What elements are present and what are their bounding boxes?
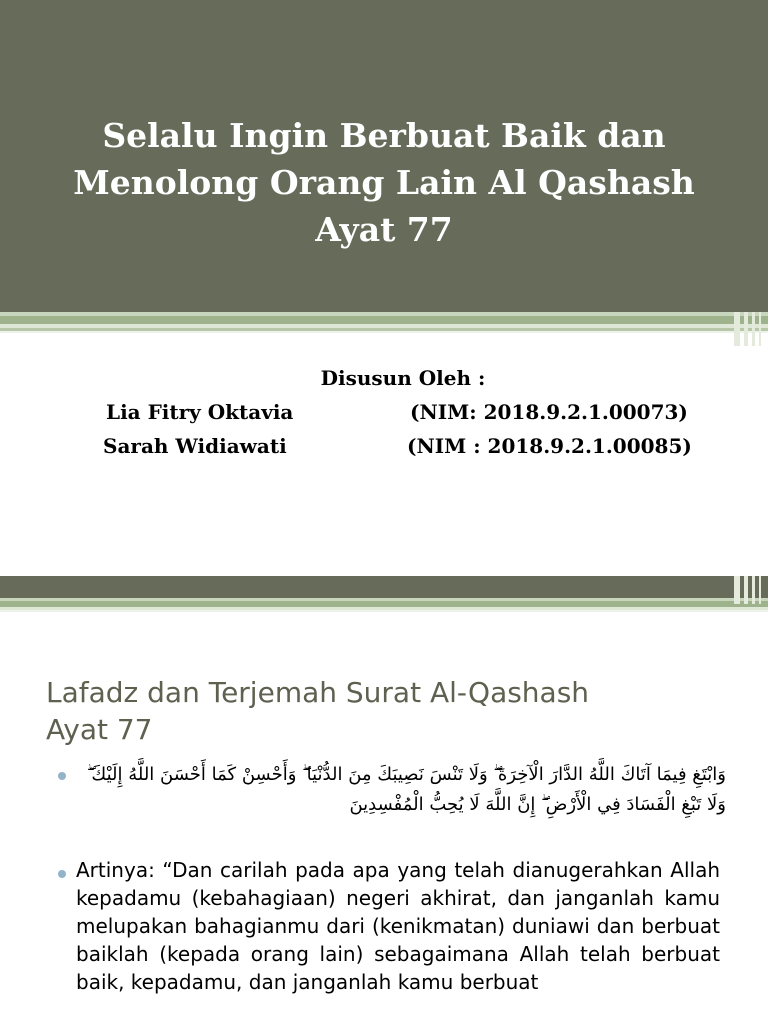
arabic-verse: وَابْتَغِ فِيمَا آتَاكَ اللَّهُ الدَّارَ الْآخِرَةَ ۖ وَلَا تَنْسَ نَصِيبَكَ مِنَ الدُّنْيَا ۖ وَأَحْسِنْ كَمَا أَحْسَنَ اللَّهُ إِلَيْكَ ۖ وَلَا تَبْغِ الْفَسَادَ فِي الْأَرْضِ ۖ إِنَّ اللَّهَ لَا يُحِبُّ الْمُفْسِدِينَ bbox=[86, 764, 726, 815]
decor-bar bbox=[734, 312, 740, 346]
author-name: Lia Fitry Oktavia bbox=[106, 400, 294, 424]
section-title-line: Ayat 77 bbox=[46, 713, 153, 746]
title-line: Menolong Orang Lain Al Qashash bbox=[73, 163, 695, 202]
section-title bbox=[46, 674, 726, 748]
decor-bar bbox=[759, 312, 761, 346]
author-name: Sarah Widiawati bbox=[103, 434, 287, 458]
title-line: Ayat 77 bbox=[315, 210, 453, 249]
credits-heading: Disusun Oleh : bbox=[320, 366, 486, 390]
header-band bbox=[0, 576, 768, 598]
decor-stripe bbox=[0, 331, 768, 333]
decor-bar bbox=[734, 576, 740, 604]
content-slide bbox=[0, 576, 768, 1024]
title-line: Selalu Ingin Berbuat Baik dan bbox=[102, 116, 666, 155]
verse-translation: Artinya: “Dan carilah pada apa yang telah dianugerahkan Allah kepadamu (kebahagiaan) negeri akhirat, dan janganlah kamu melupakan bahagianmu dari (kenikmatan) duniawi dan berbuat baiklah (kepada orang lain) sebagaimana Allah telah berbuat baik, kepadamu, dan janganlah kamu berbuat bbox=[76, 858, 720, 994]
decor-bar bbox=[744, 312, 748, 346]
decor-bar bbox=[752, 576, 755, 604]
decor-stripe bbox=[0, 610, 768, 612]
decor-bar bbox=[752, 312, 755, 346]
author-row bbox=[0, 434, 768, 464]
bullet-dot-icon bbox=[58, 772, 66, 780]
author-row bbox=[0, 400, 768, 430]
author-nim: (NIM : 2018.9.2.1.00085) bbox=[407, 434, 692, 458]
decor-bar bbox=[744, 576, 748, 604]
author-nim: (NIM: 2018.9.2.1.00073) bbox=[410, 400, 688, 424]
decor-bar bbox=[759, 576, 761, 604]
section-title-line: Lafadz dan Terjemah Surat Al-Qashash bbox=[46, 676, 590, 709]
bullet-dot-icon bbox=[58, 870, 66, 878]
slide-title bbox=[40, 112, 728, 253]
decor-stripe bbox=[0, 316, 768, 324]
